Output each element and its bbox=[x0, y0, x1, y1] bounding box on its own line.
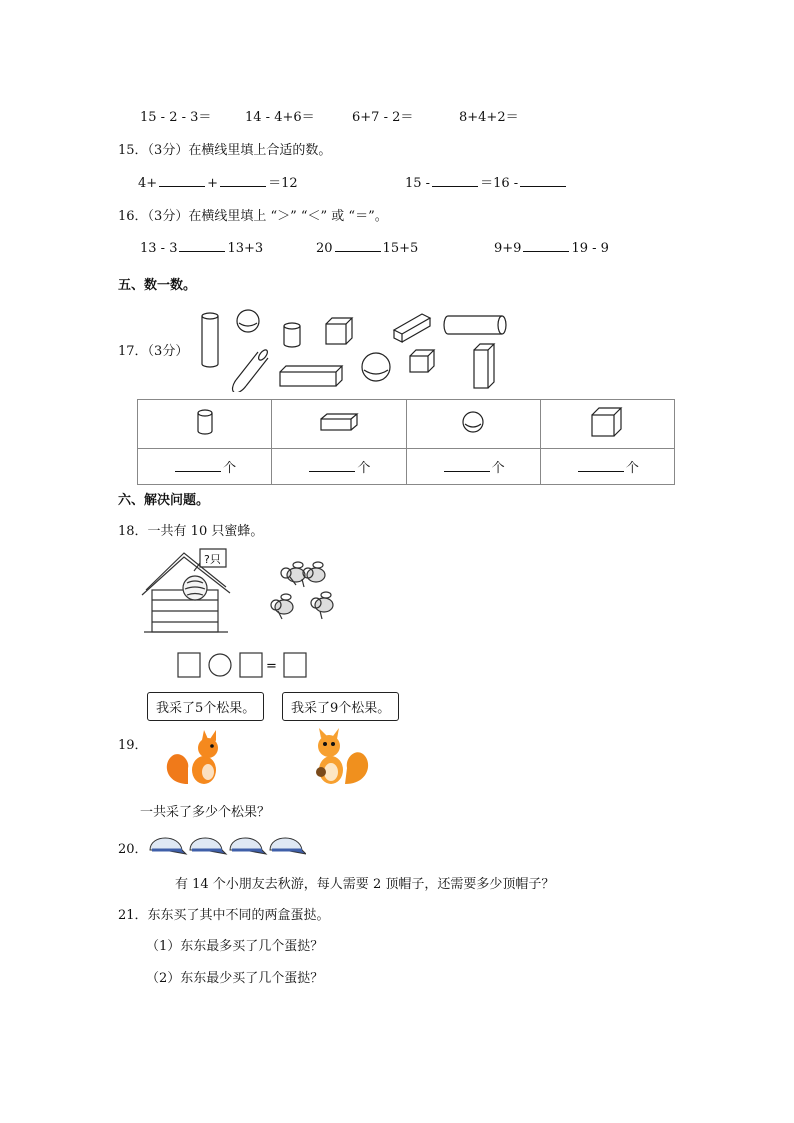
answer-blank[interactable] bbox=[220, 174, 266, 187]
squirrel-icon bbox=[305, 728, 375, 790]
answer-blank[interactable] bbox=[175, 459, 221, 472]
unit-label: 个 bbox=[491, 461, 505, 476]
squirrel-icon bbox=[160, 728, 230, 790]
count-answer-cylinder[interactable] bbox=[138, 449, 272, 485]
unit-label: 个 bbox=[357, 461, 371, 476]
cuboid-icon bbox=[394, 314, 430, 342]
operator-circle bbox=[209, 654, 231, 676]
q18-title: 18．一共有 10 只蜜蜂。 bbox=[118, 524, 264, 539]
q15-a-mid: + bbox=[207, 176, 219, 191]
table-header-sphere bbox=[406, 400, 540, 449]
table-header-cylinder bbox=[138, 400, 272, 449]
q16-compare-c bbox=[494, 239, 609, 256]
cube-icon bbox=[410, 350, 434, 372]
count-answer-sphere[interactable] bbox=[406, 449, 540, 485]
answer-blank[interactable] bbox=[309, 459, 355, 472]
answer-blank[interactable] bbox=[523, 239, 569, 252]
q15-a-prefix: 4+ bbox=[138, 176, 158, 191]
answer-blank[interactable] bbox=[578, 459, 624, 472]
table-header-cube bbox=[540, 400, 674, 449]
beehive-illustration bbox=[136, 545, 336, 685]
q20-text: 有 14 个小朋友去秋游，每人需要 2 顶帽子，还需要多少顶帽子？ bbox=[175, 877, 555, 892]
cube-icon bbox=[326, 318, 352, 344]
cylinder-icon bbox=[202, 313, 218, 367]
cap-icon bbox=[230, 838, 266, 854]
answer-box bbox=[240, 653, 262, 677]
q17-label: 17．（3分） bbox=[118, 344, 189, 359]
speech-bubble-right: 我采了9个松果。 bbox=[282, 692, 399, 721]
q21-title: 21．东东买了其中不同的两盒蛋挞。 bbox=[118, 908, 330, 923]
answer-box bbox=[178, 653, 200, 677]
unit-label: 个 bbox=[223, 461, 237, 476]
section-five-heading: 五、数一数。 bbox=[118, 278, 197, 293]
q16-b-left: 20 bbox=[316, 241, 333, 256]
cap-icon bbox=[190, 838, 226, 854]
arith-item-2: 14 - 4+6＝ bbox=[245, 110, 315, 125]
speech-bubble-left: 我采了5个松果。 bbox=[147, 692, 264, 721]
answer-blank[interactable] bbox=[520, 174, 566, 187]
q21-sub2: （2）东东最少买了几个蛋挞？ bbox=[146, 971, 324, 986]
q16-c-right: 19 - 9 bbox=[571, 241, 609, 256]
q15-a-suffix: ＝12 bbox=[268, 176, 298, 191]
cylinder-icon bbox=[444, 316, 506, 334]
q16-compare-a bbox=[140, 239, 263, 256]
sphere-icon bbox=[460, 409, 486, 435]
q16-a-left: 13 - 3 bbox=[140, 241, 178, 256]
answer-blank[interactable] bbox=[432, 174, 478, 187]
q16-c-left: 9+9 bbox=[494, 241, 522, 256]
section-six-heading: 六、解决问题。 bbox=[118, 493, 210, 508]
shape-count-table bbox=[137, 399, 675, 485]
count-answer-cube[interactable] bbox=[540, 449, 674, 485]
q15-b-prefix: 15 - bbox=[405, 176, 431, 191]
q19-label: 19． bbox=[118, 738, 148, 753]
q15-b-mid: ＝16 - bbox=[480, 176, 519, 191]
q15-title: 15．（3分）在横线里填上合适的数。 bbox=[118, 143, 332, 158]
q21-sub1: （1）东东最多买了几个蛋挞？ bbox=[146, 939, 324, 954]
caps-illustration bbox=[146, 828, 306, 860]
answer-blank[interactable] bbox=[335, 239, 381, 252]
answer-box bbox=[284, 653, 306, 677]
bee-icon bbox=[311, 592, 333, 619]
cylinder-icon bbox=[284, 323, 300, 347]
cap-icon bbox=[270, 838, 306, 854]
q16-title: 16．（3分）在横线里填上 “＞” “＜” 或 “＝”。 bbox=[118, 209, 388, 224]
table-header-cuboid bbox=[272, 400, 406, 449]
answer-blank[interactable] bbox=[179, 239, 225, 252]
cuboid-icon bbox=[319, 411, 359, 433]
cube-icon bbox=[590, 406, 624, 438]
unit-label: 个 bbox=[625, 461, 639, 476]
q15-equation-a bbox=[138, 172, 298, 191]
cap-icon bbox=[150, 838, 186, 854]
bee-icon bbox=[271, 594, 293, 619]
count-answer-cuboid[interactable] bbox=[272, 449, 406, 485]
q16-compare-b bbox=[316, 239, 418, 256]
q16-a-right: 13+3 bbox=[227, 241, 264, 256]
cylinder-icon bbox=[233, 348, 270, 392]
bee-icon bbox=[281, 562, 305, 587]
arith-item-1: 15 - 2 - 3＝ bbox=[140, 110, 212, 125]
cylinder-icon bbox=[195, 407, 215, 437]
answer-blank[interactable] bbox=[444, 459, 490, 472]
arith-item-4: 8+4+2＝ bbox=[459, 110, 519, 125]
q20-label: 20． bbox=[118, 842, 148, 857]
sphere-icon bbox=[237, 310, 259, 332]
q16-b-right: 15+5 bbox=[382, 241, 419, 256]
cuboid-icon bbox=[474, 344, 494, 388]
q15-equation-b bbox=[405, 172, 568, 191]
arith-item-3: 6+7 - 2＝ bbox=[352, 110, 414, 125]
answer-blank[interactable] bbox=[159, 174, 205, 187]
equals-sign: = bbox=[266, 659, 277, 674]
sphere-icon bbox=[362, 353, 390, 381]
q19-question: 一共采了多少个松果？ bbox=[140, 805, 271, 820]
cuboid-icon bbox=[280, 366, 342, 386]
hive-tag-text: ?只 bbox=[204, 553, 221, 566]
bee-icon bbox=[303, 562, 325, 582]
solid-shapes-illustration bbox=[196, 304, 510, 392]
